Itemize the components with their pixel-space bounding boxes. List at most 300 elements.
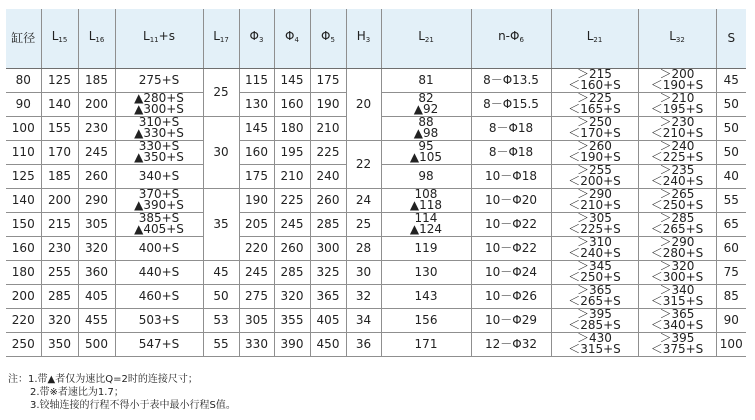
cell-l21: 143	[381, 285, 471, 309]
cell-h3: 32	[346, 285, 381, 309]
cell-l21-line: 88	[418, 116, 434, 129]
cell-l21b	[551, 261, 638, 285]
cell-l32	[638, 165, 716, 189]
header-sub: 32	[675, 36, 685, 44]
cell-l21b-line: ＜200+S	[568, 174, 621, 188]
cell-l21b-stack	[568, 117, 621, 139]
cell-phi4: 390	[274, 333, 310, 357]
cell-bore: 180	[6, 261, 41, 285]
header-main: n-Φ	[498, 29, 520, 43]
cell-phi4: 260	[274, 237, 310, 261]
table-row	[6, 141, 746, 165]
cell-l21b	[551, 333, 638, 357]
cell-nphi6: 10－Φ29	[471, 309, 551, 333]
cell-l11s-line: ▲350+S	[134, 150, 184, 164]
cell-l32-line: ＜225+S	[650, 150, 704, 164]
cell-l32-line: ＜265+S	[650, 222, 704, 236]
cell-bore: 90	[6, 93, 41, 117]
cell-nphi6: 10－Φ24	[471, 261, 551, 285]
cell-l21-line: 114	[414, 212, 438, 225]
header-row	[6, 9, 746, 69]
header-sub: 16	[95, 36, 105, 44]
cell-l32-line: ＞365	[659, 308, 695, 321]
cell-l11s	[115, 93, 203, 117]
cell-l11s: 340+S	[115, 165, 203, 189]
cell-l32-stack	[651, 141, 704, 163]
cell-l32	[638, 285, 716, 309]
cell-l11s-stack	[134, 189, 184, 211]
cell-bore: 80	[6, 69, 41, 93]
cell-bore: 125	[6, 165, 41, 189]
cell-l15: 320	[41, 309, 78, 333]
cell-l21b-line: ＜170+S	[568, 126, 621, 140]
cell-l21b-line: ＞305	[577, 212, 612, 225]
cell-l17: 50	[203, 285, 239, 309]
cell-l32-stack	[651, 333, 704, 355]
cell-l11s-line: ▲280+S	[134, 92, 184, 105]
cell-l16: 200	[78, 93, 115, 117]
cell-l32	[638, 69, 716, 93]
cell-l11s-line: 385+S	[138, 212, 180, 225]
cell-s: 50	[716, 117, 746, 141]
cell-phi3: 330	[239, 333, 274, 357]
cell-phi3: 275	[239, 285, 274, 309]
cell-phi5: 450	[310, 333, 346, 357]
cell-l21-stack	[414, 93, 439, 115]
cell-l21: 171	[381, 333, 471, 357]
cell-l32-line: ＞320	[659, 260, 695, 273]
cell-l11s-line: ▲300+S	[134, 102, 184, 116]
cell-phi3: 245	[239, 261, 274, 285]
cell-l21-line: 108	[414, 188, 438, 201]
cell-l21: 156	[381, 309, 471, 333]
cell-l32-stack	[651, 69, 704, 91]
cell-l15: 285	[41, 285, 78, 309]
cell-l32	[638, 213, 716, 237]
cell-l32-line: ＜315+S	[650, 294, 704, 308]
cell-l21: 81	[381, 69, 471, 93]
cell-l21b-line: ＜265+S	[568, 294, 621, 308]
header-main: 缸径	[11, 31, 36, 45]
cell-l32	[638, 237, 716, 261]
cell-s: 100	[716, 333, 746, 357]
table-row	[6, 333, 746, 357]
cell-l21: 119	[381, 237, 471, 261]
cell-nphi6: 8－Φ13.5	[471, 69, 551, 93]
cell-phi5: 260	[310, 189, 346, 213]
cell-l21b-line: ＜250+S	[568, 270, 621, 284]
cell-phi5: 285	[310, 213, 346, 237]
cell-nphi6: 10－Φ22	[471, 237, 551, 261]
cell-s: 40	[716, 165, 746, 189]
cell-l21b-line: ＞250	[577, 116, 612, 129]
cell-h3: 20	[346, 69, 381, 141]
header-bore	[6, 9, 41, 69]
cell-l21b	[551, 117, 638, 141]
cell-l32-stack	[651, 93, 704, 115]
cell-l21b	[551, 213, 638, 237]
header-sub: 5	[330, 36, 335, 44]
cell-l21b	[551, 189, 638, 213]
cell-l21	[381, 93, 471, 117]
cell-l16: 185	[78, 69, 115, 93]
cell-l21-line: ▲124	[409, 222, 443, 236]
cell-phi4: 245	[274, 213, 310, 237]
cell-nphi6: 8－Φ18	[471, 117, 551, 141]
cell-l21-line: ▲98	[413, 126, 439, 140]
cell-nphi6: 10－Φ22	[471, 213, 551, 237]
cell-s: 55	[716, 189, 746, 213]
header-h3	[346, 9, 381, 69]
header-l17	[203, 9, 239, 69]
cell-l32-line: ＞210	[659, 92, 695, 105]
cell-l32	[638, 117, 716, 141]
header-phi5	[310, 9, 346, 69]
cell-l32-line: ＜190+S	[650, 78, 704, 92]
cell-l32-line: ＜250+S	[650, 198, 704, 212]
header-l11s	[115, 9, 203, 69]
table-row	[6, 69, 746, 93]
cell-l21b	[551, 237, 638, 261]
cell-phi3: 175	[239, 165, 274, 189]
cell-phi3: 160	[239, 141, 274, 165]
header-sub: 3	[365, 36, 371, 44]
cell-nphi6: 8－Φ15.5	[471, 93, 551, 117]
cell-l21b-line: ＞260	[577, 140, 612, 153]
header-main: Φ	[321, 29, 331, 43]
header-main: H	[356, 29, 366, 43]
cell-l21b-line: ＞345	[577, 260, 612, 273]
cell-l17: 25	[203, 69, 239, 117]
cell-phi4: 145	[274, 69, 310, 93]
cell-phi4: 210	[274, 165, 310, 189]
cell-l15: 215	[41, 213, 78, 237]
cell-l32-line: ＞285	[659, 212, 695, 225]
cell-l21b-stack	[568, 189, 621, 211]
cell-l32	[638, 93, 716, 117]
cell-l16: 290	[78, 189, 115, 213]
header-l21	[381, 9, 471, 69]
cell-l21b-stack	[568, 213, 621, 235]
cell-l11s-line: ▲390+S	[134, 198, 184, 212]
cell-phi4: 285	[274, 261, 310, 285]
cell-l11s: 440+S	[115, 261, 203, 285]
cell-l17: 35	[203, 189, 239, 261]
cell-l16: 245	[78, 141, 115, 165]
header-phi3	[239, 9, 274, 69]
cell-l21	[381, 213, 471, 237]
table-row	[6, 285, 746, 309]
cell-l11s-line: ▲405+S	[134, 222, 184, 236]
cell-l15: 185	[41, 165, 78, 189]
cell-l21	[381, 117, 471, 141]
header-main: L	[669, 29, 676, 43]
table-body	[6, 9, 746, 357]
cell-s: 50	[716, 141, 746, 165]
cell-phi4: 180	[274, 117, 310, 141]
cell-l15: 125	[41, 69, 78, 93]
cell-l15: 350	[41, 333, 78, 357]
table-row	[6, 213, 746, 237]
cell-h3: 30	[346, 261, 381, 285]
cell-l15: 230	[41, 237, 78, 261]
cell-h3: 24	[346, 189, 381, 213]
cell-l21-line: ▲92	[413, 102, 439, 116]
cell-l15: 200	[41, 189, 78, 213]
cell-l11s-line: ▲330+S	[134, 126, 184, 140]
cell-l21b-stack	[568, 333, 621, 355]
cell-l32-line: ＞395	[659, 332, 695, 345]
header-main: L	[418, 29, 425, 43]
cell-s: 90	[716, 309, 746, 333]
cell-phi5: 175	[310, 69, 346, 93]
cell-l21b-stack	[568, 165, 621, 187]
cell-nphi6: 8－Φ18	[471, 141, 551, 165]
cell-l32-stack	[651, 237, 704, 259]
cell-l21b-line: ＜315+S	[568, 342, 621, 356]
cell-h3: 28	[346, 237, 381, 261]
cell-l32-stack	[651, 117, 704, 139]
cell-l21b-stack	[568, 93, 621, 115]
cell-l21b-stack	[568, 261, 621, 283]
cell-l17: 55	[203, 333, 239, 357]
cell-l21b-line: ＞215	[577, 68, 612, 81]
cell-bore: 250	[6, 333, 41, 357]
cell-l21	[381, 141, 471, 165]
header-sub: 4	[294, 36, 299, 44]
cell-bore: 160	[6, 237, 41, 261]
cell-l32-line: ＞230	[659, 116, 695, 129]
cell-bore: 110	[6, 141, 41, 165]
cell-l16: 500	[78, 333, 115, 357]
header-sub: 11	[149, 36, 159, 44]
cell-l11s: 503+S	[115, 309, 203, 333]
cell-bore: 200	[6, 285, 41, 309]
cell-l21b-stack	[568, 141, 621, 163]
cell-bore: 140	[6, 189, 41, 213]
cell-l21b-line: ＜190+S	[568, 150, 621, 164]
cell-phi4: 195	[274, 141, 310, 165]
cell-l11s	[115, 213, 203, 237]
cell-l32-line: ＜375+S	[650, 342, 704, 356]
cell-l21b	[551, 165, 638, 189]
cell-l21b-line: ＞310	[577, 236, 612, 249]
cell-bore: 150	[6, 213, 41, 237]
note-2: 2.带※者速比为1.7；	[30, 387, 124, 398]
cell-l21b-line: ＞430	[577, 332, 612, 345]
cell-phi5: 365	[310, 285, 346, 309]
cell-l21b-line: ＜285+S	[568, 318, 621, 332]
cell-bore: 220	[6, 309, 41, 333]
cell-l11s: 400+S	[115, 237, 203, 261]
header-sub: 21	[593, 36, 603, 44]
cell-l21-stack	[410, 189, 442, 211]
table-row	[6, 309, 746, 333]
cell-h3: 36	[346, 333, 381, 357]
header-main: L	[143, 29, 150, 43]
cell-l32-line: ＞200	[659, 68, 695, 81]
header-l16	[78, 9, 115, 69]
cell-l21: 98	[381, 165, 471, 189]
cell-l15: 170	[41, 141, 78, 165]
cell-l21b-line: ＞395	[577, 308, 612, 321]
cell-l11s: 460+S	[115, 285, 203, 309]
cell-l32-stack	[651, 189, 704, 211]
cell-l21: 130	[381, 261, 471, 285]
header-main: L	[88, 29, 96, 43]
cell-phi3: 145	[239, 117, 274, 141]
cell-l32-line: ＜195+S	[650, 102, 704, 116]
table-row	[6, 189, 746, 213]
cell-l15: 155	[41, 117, 78, 141]
cell-l11s	[115, 117, 203, 141]
cell-l21b-line: ＜225+S	[568, 222, 621, 236]
cell-nphi6: 10－Φ20	[471, 189, 551, 213]
cell-h3: 34	[346, 309, 381, 333]
cell-l21b	[551, 69, 638, 93]
header-suffix: +s	[158, 29, 175, 43]
cell-nphi6: 12－Φ32	[471, 333, 551, 357]
cell-s: 85	[716, 285, 746, 309]
header-phi4	[274, 9, 310, 69]
cell-l21	[381, 189, 471, 213]
cell-l21b	[551, 309, 638, 333]
cell-l32-stack	[651, 309, 704, 331]
cell-l17: 45	[203, 261, 239, 285]
cell-s: 65	[716, 213, 746, 237]
cell-l21-line: ▲118	[409, 198, 443, 212]
cell-l21b-line: ＜160+S	[568, 78, 621, 92]
header-nphi6	[471, 9, 551, 69]
cell-l32	[638, 309, 716, 333]
cell-l21b	[551, 285, 638, 309]
cell-l17: 53	[203, 309, 239, 333]
cell-l32-line: ＜300+S	[650, 270, 704, 284]
cell-l21-stack	[414, 117, 439, 139]
header-main: Φ	[249, 29, 259, 43]
cell-l32-line: ＜240+S	[650, 174, 704, 188]
cell-s: 50	[716, 93, 746, 117]
cell-l32	[638, 141, 716, 165]
cell-l21b-line: ＜240+S	[568, 246, 621, 260]
header-main: L	[213, 29, 220, 43]
table-row	[6, 237, 746, 261]
cell-l21b-line: ＞365	[577, 284, 612, 297]
cell-nphi6: 10－Φ26	[471, 285, 551, 309]
header-l15	[41, 9, 78, 69]
cell-phi3: 130	[239, 93, 274, 117]
cell-l32	[638, 333, 716, 357]
cell-l11s-line: 330+S	[138, 140, 180, 153]
cell-phi4: 160	[274, 93, 310, 117]
header-main: Φ	[285, 29, 295, 43]
header-sub: 21	[424, 36, 434, 44]
cell-phi3: 115	[239, 69, 274, 93]
header-sub: 3	[258, 36, 264, 44]
table-row	[6, 261, 746, 285]
cell-l17: 30	[203, 117, 239, 189]
cell-phi5: 190	[310, 93, 346, 117]
cell-s: 45	[716, 69, 746, 93]
header-l21b	[551, 9, 638, 69]
cell-l21-line: 95	[418, 140, 434, 153]
cell-l32-stack	[651, 261, 704, 283]
cell-l15: 140	[41, 93, 78, 117]
cell-phi5: 405	[310, 309, 346, 333]
cell-l21b-line: ＞290	[577, 188, 612, 201]
cell-l32-line: ＞235	[659, 164, 695, 177]
cell-l16: 230	[78, 117, 115, 141]
header-sub: 15	[58, 36, 68, 44]
cell-phi3: 220	[239, 237, 274, 261]
cell-l16: 305	[78, 213, 115, 237]
cell-phi5: 225	[310, 141, 346, 165]
cell-h3: 22	[346, 141, 381, 189]
note-3: 3.铰轴连接的行程不得小于表中最小行程S值。	[30, 400, 236, 411]
cell-l11s-line: 310+S	[138, 116, 180, 129]
header-main: L	[51, 29, 59, 43]
cell-l11s-stack	[134, 141, 184, 163]
cell-l11s-stack	[134, 213, 184, 235]
cell-s: 75	[716, 261, 746, 285]
cell-l16: 260	[78, 165, 115, 189]
cell-l21b-stack	[568, 309, 621, 331]
cell-l21b-line: ＜165+S	[568, 102, 621, 116]
cell-l21b-line: ＞225	[577, 92, 612, 105]
cell-s: 60	[716, 237, 746, 261]
note-1: 注：1.带▲者仅为速比Q=2时的连接尺寸；	[8, 374, 198, 385]
cell-l21b-line: ＜210+S	[568, 198, 621, 212]
header-main: L	[586, 29, 594, 43]
cell-l21b-stack	[568, 285, 621, 307]
cell-l15: 255	[41, 261, 78, 285]
cell-phi4: 320	[274, 285, 310, 309]
cell-phi4: 355	[274, 309, 310, 333]
cell-l16: 360	[78, 261, 115, 285]
header-l32	[638, 9, 716, 69]
header-sub: 6	[519, 36, 524, 44]
cell-l32-line: ＞265	[659, 188, 695, 201]
cell-l21-line: ▲105	[409, 150, 443, 164]
cell-phi5: 325	[310, 261, 346, 285]
cell-l32-line: ＜210+S	[650, 126, 704, 140]
cell-l11s-line: 370+S	[138, 188, 180, 201]
cell-l21-stack	[410, 213, 442, 235]
cell-l21b-stack	[568, 237, 621, 259]
cell-l32-stack	[651, 213, 704, 235]
cell-l16: 455	[78, 309, 115, 333]
cell-phi3: 305	[239, 309, 274, 333]
cell-l21b	[551, 93, 638, 117]
cell-l11s: 275+S	[115, 69, 203, 93]
cell-l11s: 547+S	[115, 333, 203, 357]
header-s	[716, 9, 746, 69]
cell-l32-line: ＜340+S	[650, 318, 704, 332]
cell-l11s	[115, 141, 203, 165]
cell-l16: 405	[78, 285, 115, 309]
cell-phi5: 240	[310, 165, 346, 189]
cell-l11s	[115, 189, 203, 213]
spec-table	[6, 9, 746, 357]
header-sub: 17	[219, 36, 229, 44]
cell-l32-line: ＜280+S	[650, 246, 704, 260]
cell-l32	[638, 189, 716, 213]
cell-l21b	[551, 141, 638, 165]
cell-l21-stack	[410, 141, 442, 163]
cell-l21b-line: ＞255	[577, 164, 612, 177]
cell-phi5: 210	[310, 117, 346, 141]
cell-l32-line: ＞290	[659, 236, 695, 249]
